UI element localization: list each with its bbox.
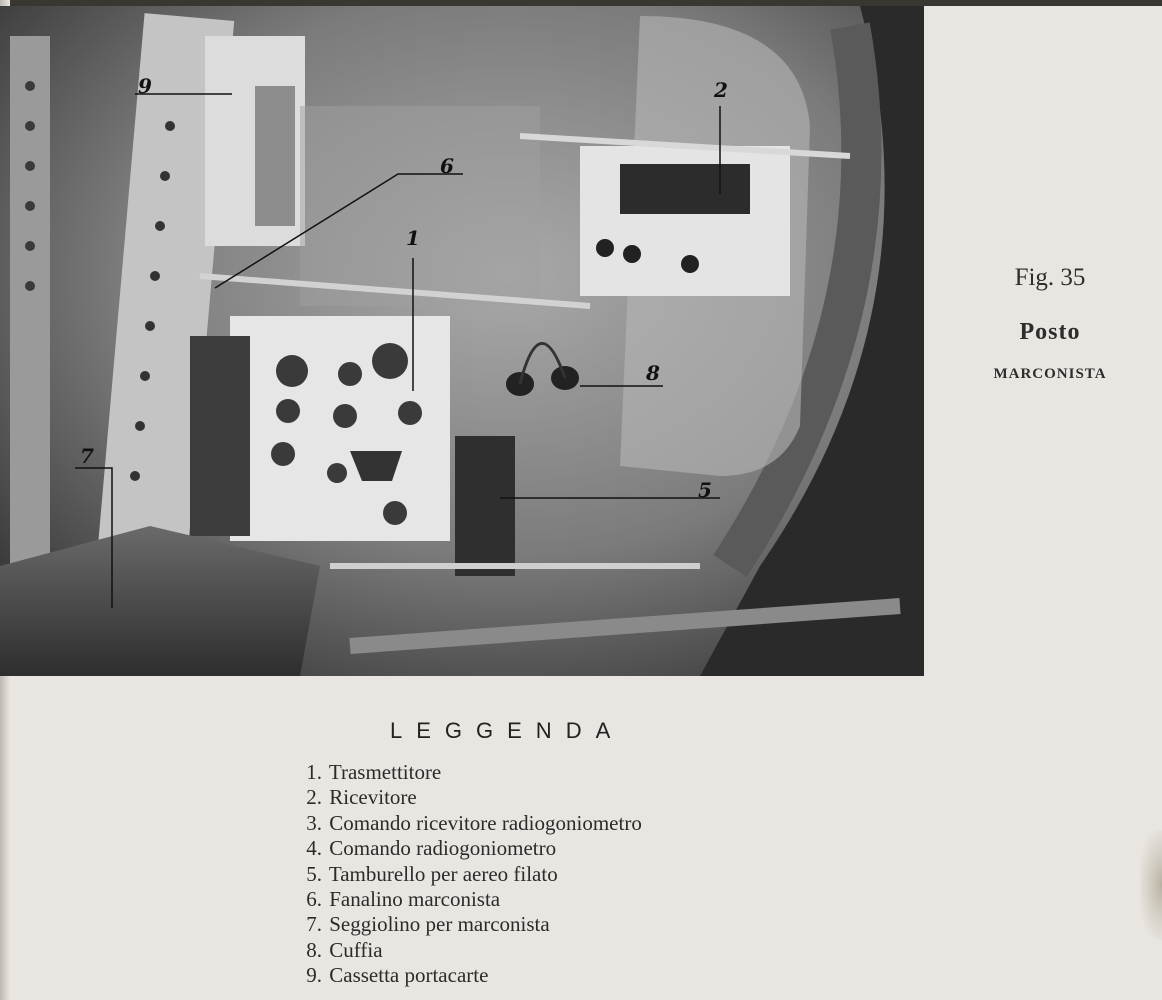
legend-item-number: 7. <box>306 912 322 937</box>
legend-item <box>270 811 830 836</box>
legend-item-number: 3. <box>306 810 322 835</box>
legend-item <box>270 862 830 887</box>
legend-item-text: Seggiolino per marconista <box>329 912 550 937</box>
legend-item-text: Cassetta portacarte <box>329 963 489 988</box>
callout-label: 6 <box>440 154 454 178</box>
legend-item-text: Ricevitore <box>329 785 417 810</box>
legend-item-number: 2. <box>306 785 322 810</box>
legend-item <box>270 912 830 937</box>
legend-item-text: Fanalino marconista <box>329 886 501 911</box>
legend-item-text: Comando radiogoniometro <box>329 836 557 861</box>
legend-item-number: 1. <box>306 760 322 784</box>
cockpit-photograph <box>0 6 924 676</box>
legend-item-number: 9. <box>306 963 322 988</box>
callout-label: 5 <box>698 478 712 502</box>
legend-item <box>270 760 830 785</box>
callout-label: 2 <box>714 78 728 102</box>
figure-subtitle: MARCONISTA <box>993 366 1107 382</box>
photo-illustration <box>0 6 924 676</box>
legend-item <box>270 836 830 861</box>
legend-item-text: Cuffia <box>329 937 383 962</box>
callout-label: 8 <box>646 361 660 385</box>
figure-number: Fig. 35 <box>1014 264 1086 291</box>
legend-item <box>270 963 830 988</box>
legend-item-text: Comando ricevitore radiogoniometro <box>329 810 642 835</box>
legend-item-text: Trasmettitore <box>328 760 442 784</box>
legend-item <box>270 938 830 963</box>
legend-title: LEGGENDA <box>390 718 625 743</box>
legend-item-number: 4. <box>306 836 322 861</box>
page-curl-shadow <box>1140 830 1162 940</box>
legend-item <box>270 785 830 810</box>
callout-label: 1 <box>406 226 420 250</box>
legend-item-number: 5. <box>306 861 322 886</box>
figure-caption <box>960 258 1140 386</box>
legend-item-number: 8. <box>306 937 322 962</box>
figure-title: Posto <box>1019 319 1081 345</box>
callout-label: 9 <box>138 74 152 98</box>
callout-label: 7 <box>80 444 94 468</box>
legend-item <box>270 887 830 912</box>
legend-item-text: Tamburello per aereo filato <box>328 861 558 886</box>
legend-list <box>270 760 830 989</box>
legend-item-number: 6. <box>306 886 322 911</box>
